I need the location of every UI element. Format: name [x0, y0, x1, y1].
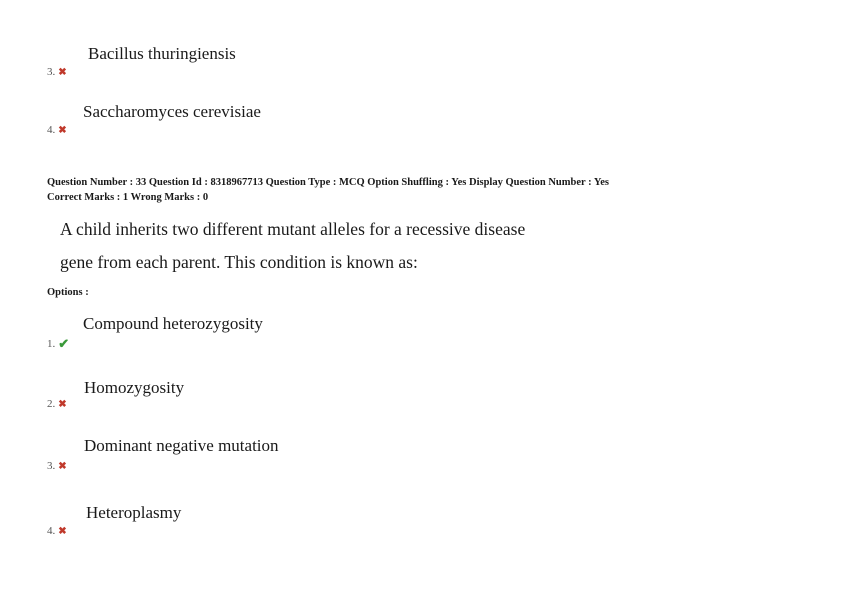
option-3-text: Dominant negative mutation — [84, 436, 279, 455]
question-text-line2: gene from each parent. This condition is known as: — [60, 252, 418, 272]
option-1-text: Compound heterozygosity — [83, 314, 263, 333]
checkmark-icon: ✔ — [58, 336, 70, 351]
option-2-number — [47, 398, 67, 410]
prev-option-3-number — [47, 66, 67, 78]
option-number: 1. — [47, 338, 56, 350]
cross-icon: ✖ — [58, 525, 67, 537]
prev-option-4-text: Saccharomyces cerevisiae — [83, 102, 261, 121]
cross-icon: ✖ — [58, 460, 67, 472]
option-4-number — [47, 525, 67, 537]
cross-icon: ✖ — [58, 398, 67, 410]
cross-icon: ✖ — [58, 66, 67, 78]
prev-option-3-text: Bacillus thuringiensis — [88, 44, 236, 63]
cross-icon: ✖ — [58, 124, 67, 136]
question-meta-line1: Question Number : 33 Question Id : 8318967713 Question Type : MCQ Option Shuffling : Yes Display Question Number : Yes — [47, 177, 610, 188]
option-number: 4. — [47, 124, 56, 136]
option-1-number — [47, 336, 69, 352]
option-4-text: Heteroplasmy — [86, 503, 182, 522]
options-label: Options : — [47, 287, 89, 298]
question-meta-line2: Correct Marks : 1 Wrong Marks : 0 — [47, 192, 209, 203]
option-number: 3. — [47, 460, 56, 472]
option-number: 4. — [47, 525, 56, 537]
option-2-text: Homozygosity — [84, 378, 185, 397]
option-number: 2. — [47, 398, 56, 410]
option-3-number — [47, 460, 67, 472]
question-text-line1: A child inherits two different mutant alleles for a recessive disease — [60, 219, 526, 239]
option-number: 3. — [47, 66, 56, 78]
prev-option-4-number — [47, 124, 67, 136]
